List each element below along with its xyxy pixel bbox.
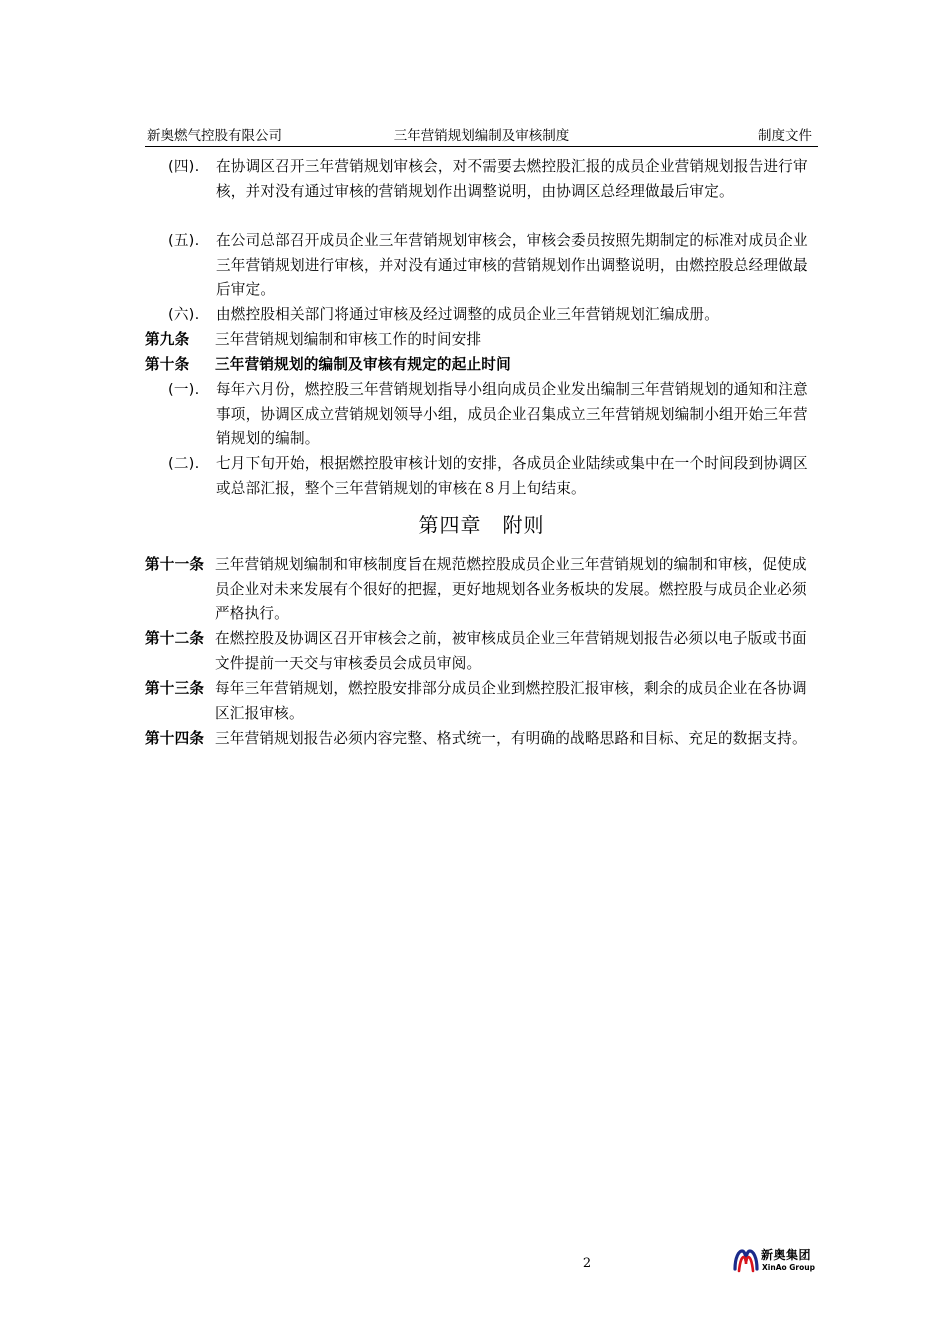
- logo-english-name: XinAo Group: [762, 1263, 815, 1272]
- header-doc-title: 三年营销规划编制及审核制度: [393, 128, 570, 144]
- list-item: [168, 303, 820, 328]
- article: [145, 328, 820, 353]
- article-text: 三年营销规划编制和审核工作的时间安排: [215, 331, 482, 348]
- list-item: [168, 229, 820, 303]
- article-text: 三年营销规划报告必须内容完整、格式统一，有明确的战略思路和目标、充足的数据支持。: [215, 730, 807, 747]
- article-text: 三年营销规划的编制及审核有规定的起止时间: [215, 356, 511, 373]
- xinao-logo-icon: [732, 1247, 760, 1275]
- article: [145, 677, 820, 726]
- item-number: (四).: [168, 158, 200, 175]
- article-text: 三年营销规划编制和审核制度旨在规范燃控股成员企业三年营销规划的编制和审核，促使成员企业对未来发展有个很好的把握，更好地规划各业务板块的发展。燃控股与成员企业必须严格执行。: [215, 556, 807, 622]
- article-label: 第九条: [145, 331, 190, 348]
- item-number: (一).: [168, 381, 200, 398]
- logo-chinese-name: 新奥集团: [761, 1248, 812, 1262]
- article-label: 第十条: [145, 356, 190, 373]
- chapter-title: 第四章 附则: [418, 513, 545, 537]
- item-text: 由燃控股相关部门将通过审核及经过调整的成员企业三年营销规划汇编成册。: [216, 306, 719, 323]
- list-item: [168, 378, 820, 452]
- item-text: 在协调区召开三年营销规划审核会，对不需要去燃控股汇报的成员企业营销规划报告进行审核，并对没有通过审核的营销规划作出调整说明，由协调区总经理做最后审定。: [216, 158, 808, 200]
- article-text: 每年三年营销规划，燃控股安排部分成员企业到燃控股汇报审核，剩余的成员企业在各协调区汇报审核。: [215, 680, 807, 722]
- header-company: 新奥燃气控股有限公司: [147, 128, 282, 144]
- item-number: (六).: [168, 306, 200, 323]
- article: [145, 627, 820, 676]
- page-header: [145, 126, 818, 147]
- item-number: (五).: [168, 232, 200, 249]
- item-text: 七月下旬开始，根据燃控股审核计划的安排，各成员企业陆续或集中在一个时间段到协调区或总部汇报，整个三年营销规划的审核在８月上旬结束。: [216, 455, 808, 497]
- item-text: 在公司总部召开成员企业三年营销规划审核会，审核会委员按照先期制定的标准对成员企业三年营销规划进行审核，并对没有通过审核的营销规划作出调整说明，由燃控股总经理做最后审定。: [216, 232, 808, 298]
- list-item: [168, 452, 820, 501]
- article-label: 第十三条: [145, 680, 205, 697]
- article: [145, 353, 820, 378]
- article-text: 在燃控股及协调区召开审核会之前，被审核成员企业三年营销规划报告必须以电子版或书面文件提前一天交与审核委员会成员审阅。: [215, 630, 807, 672]
- item-number: (二).: [168, 455, 200, 472]
- page-number: 2: [582, 1256, 592, 1271]
- article: [145, 727, 820, 752]
- header-doc-type: 制度文件: [758, 128, 812, 144]
- article-label: 第十四条: [145, 730, 205, 747]
- article: [145, 553, 820, 627]
- company-logo: [732, 1246, 818, 1278]
- list-item: [168, 155, 820, 204]
- item-text: 每年六月份，燃控股三年营销规划指导小组向成员企业发出编制三年营销规划的通知和注意事项，协调区成立营销规划领导小组，成员企业召集成立三年营销规划编制小组开始三年营销规划的编制。: [216, 381, 808, 447]
- article-label: 第十二条: [145, 630, 205, 647]
- article-label: 第十一条: [145, 556, 205, 573]
